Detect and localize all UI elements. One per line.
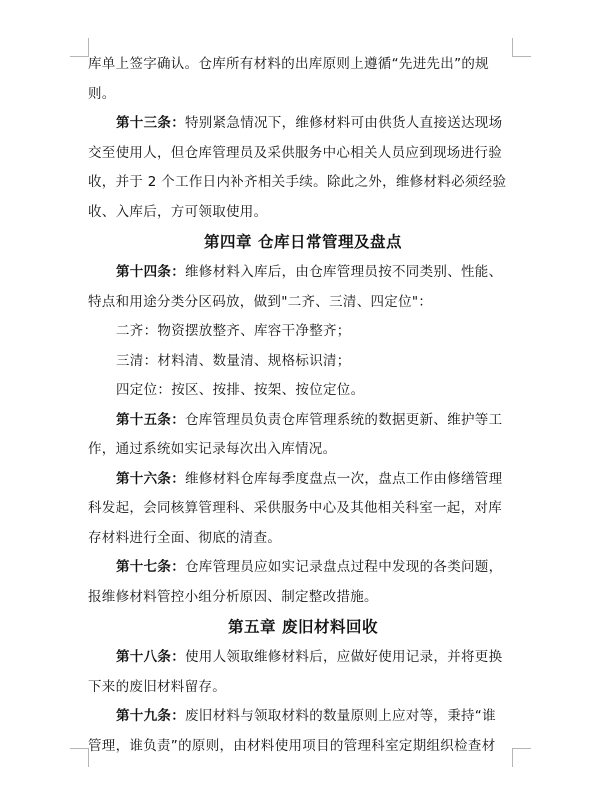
- article-label: 第十四条：: [116, 264, 185, 280]
- article-14: [88, 258, 518, 288]
- article-text: 使用人领取维修材料后，应做好使用记录，并将更换: [185, 649, 503, 665]
- article-label: 第十三条：: [116, 115, 185, 131]
- article-17: [88, 553, 518, 583]
- article-label: 第十七条：: [116, 559, 185, 575]
- text-line: 三清：材料清、数量清、规格标识清；: [116, 352, 351, 369]
- chapter-4-heading: 第四章 仓库日常管理及盘点: [204, 233, 402, 251]
- article-19: [88, 702, 518, 732]
- text-line: 作，通过系统如实记录每次出入库情况。: [88, 441, 337, 457]
- margin-mark-top-left: [70, 38, 89, 57]
- text-line: 四定位：按区、按排、按架、按位定位。: [116, 382, 365, 398]
- article-18: [88, 643, 518, 673]
- text-line: 库单上签字确认。仓库所有材料的出库原则上遵循“先进先出”的规: [88, 56, 489, 72]
- text-line: 二齐：物资摆放整齐、库容干净整齐；: [116, 323, 351, 339]
- text-line: 科发起，会同核算管理科、采供服务中心及其他相关科室一起，对库: [88, 500, 502, 516]
- article-label: 第十八条：: [116, 649, 185, 665]
- article-text: 废旧材料与领取材料的数量原则上应对等，秉持“谁: [185, 708, 496, 724]
- text-line: 下来的废旧材料留存。: [88, 678, 226, 695]
- text-line: 交至使用人，但仓库管理员及采供服务中心相关人员应到现场进行验: [88, 144, 502, 161]
- article-label: 第十五条：: [116, 411, 185, 428]
- text-line: 管理，谁负责”的原则，由材料使用项目的管理科室定期组织检查材: [88, 737, 496, 754]
- article-text: 仓库管理员应如实记录盘点过程中发现的各类问题，: [185, 559, 503, 575]
- article-label: 第十六条：: [116, 470, 185, 487]
- article-15: [88, 406, 518, 436]
- document-body: [88, 50, 518, 761]
- text-line: 收、入库后，方可领取使用。: [88, 203, 268, 220]
- article-text: 特别紧急情况下，维修材料可由供货人直接送达现场: [185, 115, 503, 131]
- text-line: 收，并于 2 个工作日内补齐相关手续。除此之外，维修材料必须经验: [88, 174, 507, 190]
- text-line: 存材料进行全面、彻底的清查。: [88, 529, 282, 546]
- article-text: 维修材料入库后，由仓库管理员按不同类别、性能、: [185, 264, 503, 280]
- text-line: 特点和用途分类分区码放，做到"二齐、三清、四定位"：: [88, 293, 433, 310]
- article-text: 仓库管理员负责仓库管理系统的数据更新、维护等工: [185, 411, 503, 428]
- text-line: 则。: [88, 85, 116, 102]
- article-text: 维修材料仓库每季度盘点一次，盘点工作由修缮管理: [185, 470, 503, 487]
- article-label: 第十九条：: [116, 708, 185, 724]
- article-16: [88, 465, 518, 495]
- text-line: 报维修材料管控小组分析原因、制定整改措施。: [88, 588, 378, 605]
- chapter-5-heading: 第五章 废旧材料回收: [228, 618, 378, 636]
- article-13: [88, 109, 518, 139]
- margin-mark-bottom-left: [70, 748, 89, 767]
